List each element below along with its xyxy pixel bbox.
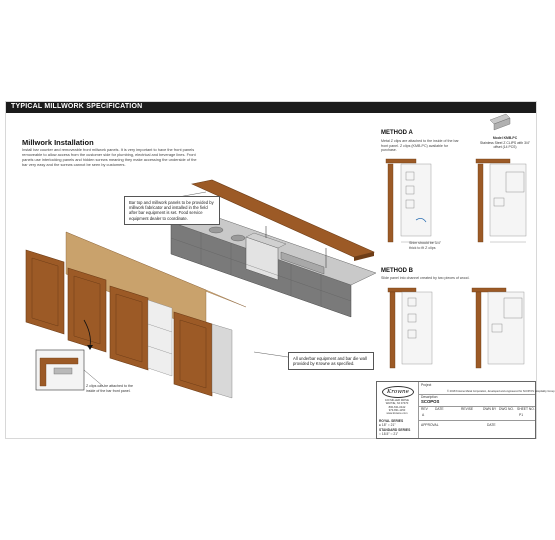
- sink-1: [209, 227, 223, 233]
- methodA-text: Metal Z clips are attached to the inside of the bar front panel. Z clips (KMB-PC) available for purchase.: [381, 139, 459, 152]
- front-panel-3: [110, 286, 148, 370]
- methodB-text: Slide panel into channel created by two pieces of wood.: [381, 276, 470, 280]
- methodA-part-model: Model KMB-PC: [492, 136, 518, 140]
- millwork-spec-sheet: [5, 101, 555, 439]
- description-value: SCOPOS: [421, 399, 440, 404]
- methodA-diagram-right: [476, 159, 526, 242]
- title-block: [376, 381, 555, 439]
- hdr-dwn-by: DWN BY: [483, 407, 497, 411]
- radio-royal-18[interactable]: ●: [379, 423, 382, 427]
- install-heading: Millwork Installation: [22, 138, 94, 147]
- radio-standard-21[interactable]: ○: [390, 432, 394, 436]
- sheet-title: TYPICAL MILLWORK SPECIFICATION: [11, 103, 143, 110]
- radio-standard-18[interactable]: ○: [379, 432, 382, 436]
- val-rev: A: [422, 413, 425, 417]
- description-label: Description: [421, 395, 438, 399]
- standard-sizes: ○ 18.5" ○ 21": [379, 432, 399, 436]
- hdr-rev: REV: [421, 407, 428, 411]
- krowne-logo: Krowne: [382, 386, 414, 398]
- methodA-diagram-left: [386, 159, 436, 242]
- methodB-diagram-left: [388, 288, 432, 368]
- methodA-heading: METHOD A: [381, 130, 413, 136]
- royal-series-label: ROYAL SERIES: [379, 419, 404, 423]
- front-panel-1: [26, 250, 64, 334]
- radio-royal-21[interactable]: ○: [387, 423, 391, 427]
- hdr-date: DATE: [435, 407, 444, 411]
- sink-2: [231, 235, 245, 241]
- date-label: DATE: [487, 423, 496, 427]
- approval-label: APPROVAL: [421, 423, 439, 427]
- methodB-heading: METHOD B: [381, 268, 413, 274]
- royal-sizes: ● 18" ○ 21": [379, 423, 396, 427]
- copyright-note: © 2018 Krowne Metal Corporation, developed and engineered for SCOPOS Hospitality Group: [447, 390, 555, 393]
- methodA-shim-note: Shim should be 3/4" thick to fit Z clips: [409, 241, 442, 250]
- methodA-part-desc: Stainless Steel Z CLIPS with 3/4" offset (14 PCS): [479, 141, 530, 150]
- project-label: Project: [421, 383, 432, 387]
- front-panel-2: [68, 268, 106, 352]
- hdr-dwg-no: DWG NO.: [499, 407, 514, 411]
- detail-zclip: [54, 368, 72, 374]
- hdr-sheet-no: SHEET NO.: [517, 407, 535, 411]
- note-zclips: Z clips can be attached to the inside of the bar front panel.: [86, 384, 133, 393]
- company-address: 100 MILLER DRIVE WAYNE, NJ 07470 800-631-0442 973-831-1150 www.krowne.com: [385, 399, 409, 416]
- callout-bar-top: Bar top and millwork panels to be provided by millwork fabricator and installed in the field after bar equipment is set. Food service equipment dealer to coordinate.: [124, 196, 220, 225]
- val-sheet-no: P1: [519, 413, 524, 417]
- hdr-revise: REVISE: [461, 407, 474, 411]
- callout-underbar: All underbar equipment and bar die wall provided by Krowne as specified.: [288, 352, 374, 370]
- front-panel-4: [174, 312, 212, 396]
- install-paragraph: Install bar counter and removeable front millwork panels. It is very important to have the front panels removeable to allow access from the customer side for plumbing, electrical and beverage lines. Front panels use interlocking panels and hidden screws meaning they make accessing the underside of the bar very easy and the screws cannot be seen by customers.: [22, 147, 197, 167]
- zclip-part-image: [490, 114, 510, 130]
- methodB-diagram-right: [472, 288, 524, 368]
- standard-series-label: STANDARD SERIES: [379, 428, 411, 432]
